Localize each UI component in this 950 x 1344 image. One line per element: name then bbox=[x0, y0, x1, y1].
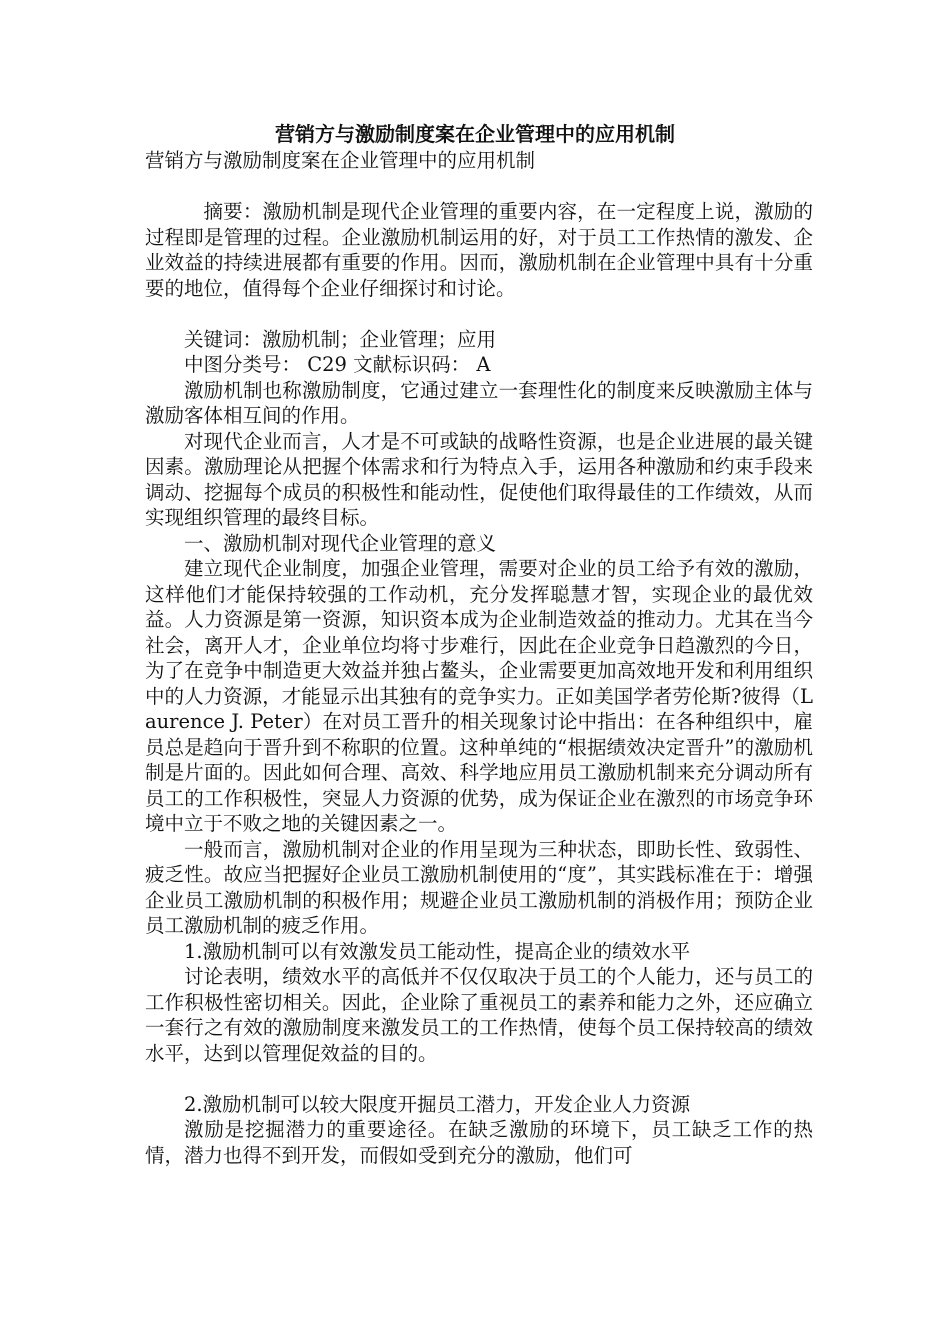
body-paragraph: 激励机制也称激励制度，它通过建立一套理性化的制度来反映激励主体与激励客体相互间的作用。 bbox=[145, 378, 813, 427]
body-paragraph: 激励是挖掘潜力的重要途径。在缺乏激励的环境下，员工缺乏工作的热情，潜力也得不到开发，而假如受到充分的激励，他们可 bbox=[145, 1118, 813, 1167]
document-subtitle: 营销方与激励制度案在企业管理中的应用机制 bbox=[145, 149, 536, 172]
subsection-heading: 2.激励机制可以较大限度开掘员工潜力，开发企业人力资源 bbox=[184, 1092, 691, 1116]
blank-line bbox=[145, 301, 813, 327]
body-paragraph: 一般而言，激励机制对企业的作用呈现为三种状态，即助长性、致弱性、疲乏性。故应当把握好企业员工激励机制使用的“度”，其实践标准在于：增强企业员工激励机制的积极作用；规避企业员工激励机制的消极作用；预防企业员工激励机制的疲乏作用。 bbox=[145, 837, 813, 937]
subsection-heading: 1.激励机制可以有效激发员工能动性，提高企业的绩效水平 bbox=[184, 939, 691, 963]
section-heading: 一、激励机制对现代企业管理的意义 bbox=[184, 531, 497, 555]
document-title: 营销方与激励制度案在企业管理中的应用机制 bbox=[275, 122, 675, 146]
body-paragraph: 建立现代企业制度，加强企业管理，需要对企业的员工给予有效的激励，这样他们才能保持较强的工作动机，充分发挥聪慧才智，实现企业的最优效益。人力资源是第一资源，知识资本成为企业制造效益的推动力。尤其在当今社会，离开人才，企业单位均将寸步难行，因此在企业竞争日趋激烈的今日，为了在竞争中制造更大效益并独占鳌头，企业需要更加高效地开发和利用组织中的人力资源，才能显示出其独有的竞争实力。正如美国学者劳伦斯?彼得（Laurence J. Peter）在对员工晋升的相关现象讨论中指出：在各种组织中，雇员总是趋向于晋升到不称职的位置。这种单纯的“根据绩效决定晋升”的激励机制是片面的。因此如何合理、高效、科学地应用员工激励机制来充分调动所有员工的工作积极性，突显人力资源的优势，成为保证企业在激烈的市场竞争环境中立于不败之地的关键因素之一。 bbox=[145, 557, 813, 835]
abstract-paragraph: 摘要：激励机制是现代企业管理的重要内容，在一定程度上说，激励的过程即是管理的过程。企业激励机制运用的好，对于员工工作热情的激发、企业效益的持续进展都有重要的作用。因而，激励机制在企业管理中具有十分重要的地位，值得每个企业仔细探讨和讨论。 bbox=[145, 200, 813, 300]
body-paragraph: 讨论表明，绩效水平的高低并不仅仅取决于员工的个人能力，还与员工的工作积极性密切相关。因此，企业除了重视员工的素养和能力之外，还应确立一套行之有效的激励制度来激发员工的工作热情，使每个员工保持较高的绩效水平，达到以管理促效益的目的。 bbox=[145, 965, 813, 1065]
keywords-line: 关键词：激励机制；企业管理；应用 bbox=[184, 327, 497, 351]
body-paragraph: 对现代企业而言，人才是不可或缺的战略性资源，也是企业进展的最关键因素。激励理论从把握个体需求和行为特点入手，运用各种激励和约束手段来调动、挖掘每个成员的积极性和能动性，促使他们取得最佳的工作绩效，从而实现组织管理的最终目标。 bbox=[145, 429, 813, 529]
document-body bbox=[145, 148, 813, 1168]
blank-line bbox=[145, 1066, 813, 1092]
blank-line bbox=[145, 174, 813, 200]
classification-line: 中图分类号： C29 文献标识码： A bbox=[184, 353, 491, 376]
